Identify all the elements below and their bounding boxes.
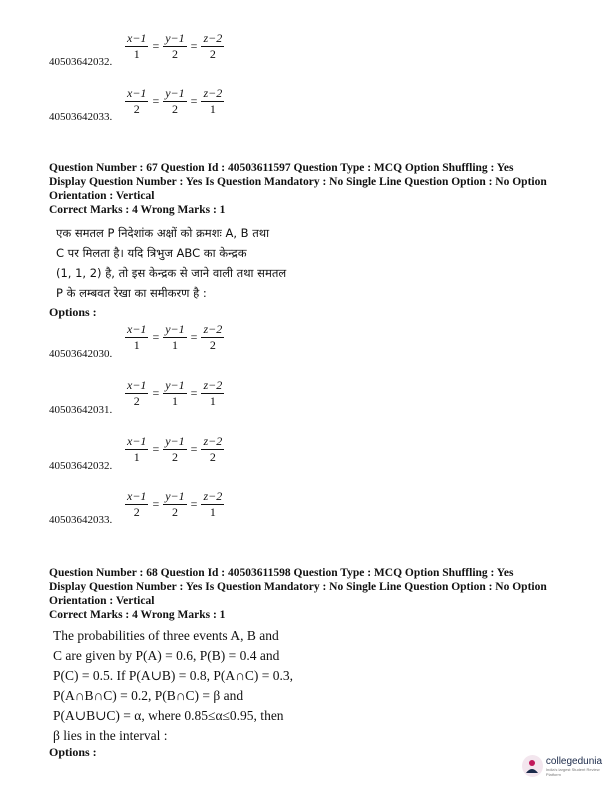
- option-id: 40503642030.: [49, 348, 113, 360]
- numerator: x−1: [127, 378, 147, 392]
- denominator: 2: [171, 505, 178, 519]
- question-text: [56, 223, 316, 303]
- option-id: 40503642033.: [49, 111, 113, 123]
- option-fraction: $\frac{x-1}{1}$ = $\frac{y-1}{2}$ = $\frac{z-2}{2}$: [127, 31, 223, 61]
- numerator: x−1: [127, 489, 147, 503]
- numerator: y−1: [165, 489, 185, 503]
- question-line: C पर मिलता है। यदि त्रिभुज ABC का केन्द्रक: [56, 246, 247, 260]
- numerator: y−1: [165, 86, 185, 100]
- option-fraction: $\frac{x-1}{1}$ = $\frac{y-1}{1}$ = $\frac{z-2}{2}$: [127, 322, 223, 352]
- denominator: 2: [171, 47, 178, 61]
- numerator: y−1: [165, 322, 185, 336]
- denominator: 1: [133, 450, 140, 464]
- question-text: [53, 626, 303, 746]
- numerator: y−1: [165, 31, 185, 45]
- question-line: P के लम्बवत रेखा का समीकरण है :: [56, 286, 207, 300]
- question-meta: [49, 161, 547, 203]
- denominator: 2: [171, 102, 178, 116]
- option-fraction: $\frac{x-1}{2}$ = $\frac{y-1}{1}$ = $\frac{z-2}{1}$: [127, 378, 223, 408]
- options-label: Options :: [49, 305, 97, 319]
- question-line: एक समतल P निदेशांक अक्षों को क्रमशः A, B तथा: [56, 226, 270, 240]
- meta-line: Display Question Number : Yes Is Question Mandatory : No Single Line Question Option : No Option: [49, 176, 547, 188]
- question-line: P(A∩B∩C) = 0.2, P(B∩C) = β and: [53, 688, 244, 703]
- question-line: C are given by P(A) = 0.6, P(B) = 0.4 and: [53, 648, 280, 663]
- marks: Correct Marks : 4 Wrong Marks : 1: [49, 609, 226, 621]
- denominator: 2: [209, 47, 216, 61]
- option-id: 40503642032.: [49, 460, 113, 472]
- denominator: 1: [133, 47, 140, 61]
- denominator: 1: [171, 338, 178, 352]
- logo-tagline: India's largest Student Review Platform: [545, 766, 600, 777]
- numerator: z−2: [203, 31, 223, 45]
- denominator: 1: [133, 338, 140, 352]
- meta-line: Orientation : Vertical: [49, 595, 155, 607]
- option-fraction: $\frac{x-1}{1}$ = $\frac{y-1}{2}$ = $\frac{z-2}{2}$: [127, 434, 223, 464]
- denominator: 2: [133, 505, 140, 519]
- options-label: Options :: [49, 745, 97, 759]
- question-line: P(A∪B∪C) = α, where 0.85≤α≤0.95, then: [53, 708, 284, 723]
- option-fraction: $\frac{x-1}{2}$ = $\frac{y-1}{2}$ = $\frac{z-2}{1}$: [127, 489, 223, 519]
- logo-icon: [522, 755, 543, 777]
- denominator: 2: [133, 102, 140, 116]
- logo-name: collegedunia: [545, 755, 603, 767]
- denominator: 1: [209, 102, 216, 116]
- question-meta: [49, 566, 547, 608]
- numerator: y−1: [165, 434, 185, 448]
- numerator: z−2: [203, 378, 223, 392]
- numerator: x−1: [127, 86, 147, 100]
- meta-line: Orientation : Vertical: [49, 190, 155, 202]
- denominator: 2: [133, 394, 140, 408]
- numerator: z−2: [203, 434, 223, 448]
- meta-line: Question Number : 68 Question Id : 40503611598 Question Type : MCQ Option Shuffling : Yes: [49, 567, 514, 579]
- meta-line: Question Number : 67 Question Id : 40503611597 Question Type : MCQ Option Shuffling : Yes: [49, 162, 514, 174]
- option-fraction: $\frac{x-1}{2}$ = $\frac{y-1}{2}$ = $\frac{z-2}{1}$: [127, 86, 223, 116]
- numerator: z−2: [203, 489, 223, 503]
- numerator: y−1: [165, 378, 185, 392]
- denominator: 1: [171, 394, 178, 408]
- option-id: 40503642031.: [49, 404, 113, 416]
- numerator: x−1: [127, 434, 147, 448]
- collegedunia-logo: [522, 755, 612, 777]
- marks: Correct Marks : 4 Wrong Marks : 1: [49, 204, 226, 216]
- question-line: The probabilities of three events A, B and: [53, 628, 279, 643]
- meta-line: Display Question Number : Yes Is Question Mandatory : No Single Line Question Option : No Option: [49, 581, 547, 593]
- question-line: β lies in the interval :: [53, 728, 168, 743]
- option-id: 40503642033.: [49, 514, 113, 526]
- question-line: (1, 1, 2) है, तो इस केन्द्रक से जाने वाली तथा समतल: [56, 266, 287, 280]
- numerator: x−1: [127, 31, 147, 45]
- numerator: x−1: [127, 322, 147, 336]
- numerator: z−2: [203, 86, 223, 100]
- question-line: P(C) = 0.5. If P(A∪B) = 0.8, P(A∩C) = 0.3,: [53, 668, 294, 683]
- denominator: 2: [209, 450, 216, 464]
- denominator: 1: [209, 394, 216, 408]
- option-id: 40503642032.: [49, 56, 113, 68]
- denominator: 1: [209, 505, 216, 519]
- denominator: 2: [171, 450, 178, 464]
- numerator: z−2: [203, 322, 223, 336]
- denominator: 2: [209, 338, 216, 352]
